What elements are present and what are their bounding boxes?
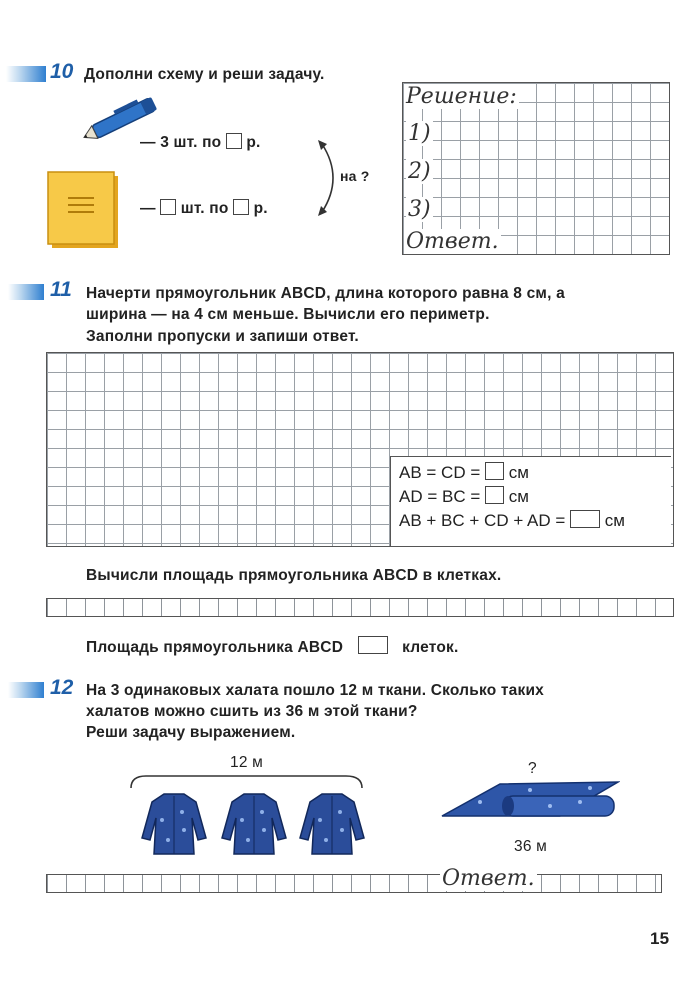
task-number: 12 — [50, 676, 74, 699]
comparison-label: на ? — [340, 168, 370, 184]
task-number: 10 — [50, 60, 74, 83]
scheme-row-2: — шт. по р. — [140, 200, 268, 217]
task-text-line: На 3 одинаковых халата пошло 12 м ткани. Сколько таких — [86, 682, 545, 699]
label-36m: 36 м — [514, 838, 548, 855]
area-prompt: Вычисли площадь прямоугольника ABCD в клетках. — [86, 567, 502, 584]
task-number: 11 — [50, 278, 72, 301]
notepad-icon — [46, 168, 126, 252]
task-marker — [8, 682, 44, 698]
answer-box[interactable] — [570, 510, 600, 528]
solution-label: Решение: — [406, 84, 517, 109]
brace — [128, 768, 366, 790]
answer-box[interactable] — [233, 199, 249, 215]
task-marker — [8, 284, 44, 300]
answer-box[interactable] — [358, 636, 388, 654]
task-marker — [6, 66, 46, 82]
step-2-label: 2) — [408, 159, 431, 184]
formula-line: AB + BC + CD + AD = см — [399, 511, 625, 530]
coat-icon — [298, 790, 366, 858]
scheme-row-1: — 3 шт. по р. — [140, 134, 261, 151]
task-title: Дополни схему и реши задачу. — [84, 66, 325, 83]
task-text-line: Начерти прямоугольник ABCD, длина которого равна 8 см, а — [86, 285, 565, 302]
writing-strip[interactable] — [46, 874, 662, 893]
answer-box[interactable] — [485, 486, 504, 504]
formula-line: AD = BC = см — [399, 487, 529, 506]
writing-strip[interactable] — [46, 598, 674, 617]
formula-line: AB = CD = см — [399, 463, 529, 482]
answer-box[interactable] — [160, 199, 176, 215]
label-question: ? — [528, 760, 537, 777]
area-answer-line: Площадь прямоугольника ABCD клеток. — [86, 636, 458, 658]
answer-label: Ответ. — [442, 866, 535, 891]
fabric-roll-icon — [440, 776, 620, 826]
perimeter-formula — [390, 456, 671, 546]
step-1-label: 1) — [408, 121, 431, 146]
answer-label: Ответ. — [406, 229, 499, 254]
coat-icon — [220, 790, 288, 858]
task-text-line: халатов можно сшить из 36 м этой ткани? — [86, 703, 418, 720]
answer-box[interactable] — [226, 133, 242, 149]
coat-icon — [140, 790, 208, 858]
task-text-line: Заполни пропуски и запиши ответ. — [86, 328, 359, 345]
task-text-line: ширина — на 4 см меньше. Вычисли его периметр. — [86, 306, 490, 323]
step-3-label: 3) — [408, 197, 431, 222]
task-text-line: Реши задачу выражением. — [86, 724, 296, 741]
label-12m: 12 м — [230, 754, 264, 771]
answer-box[interactable] — [485, 462, 504, 480]
page-number: 15 — [650, 929, 670, 948]
